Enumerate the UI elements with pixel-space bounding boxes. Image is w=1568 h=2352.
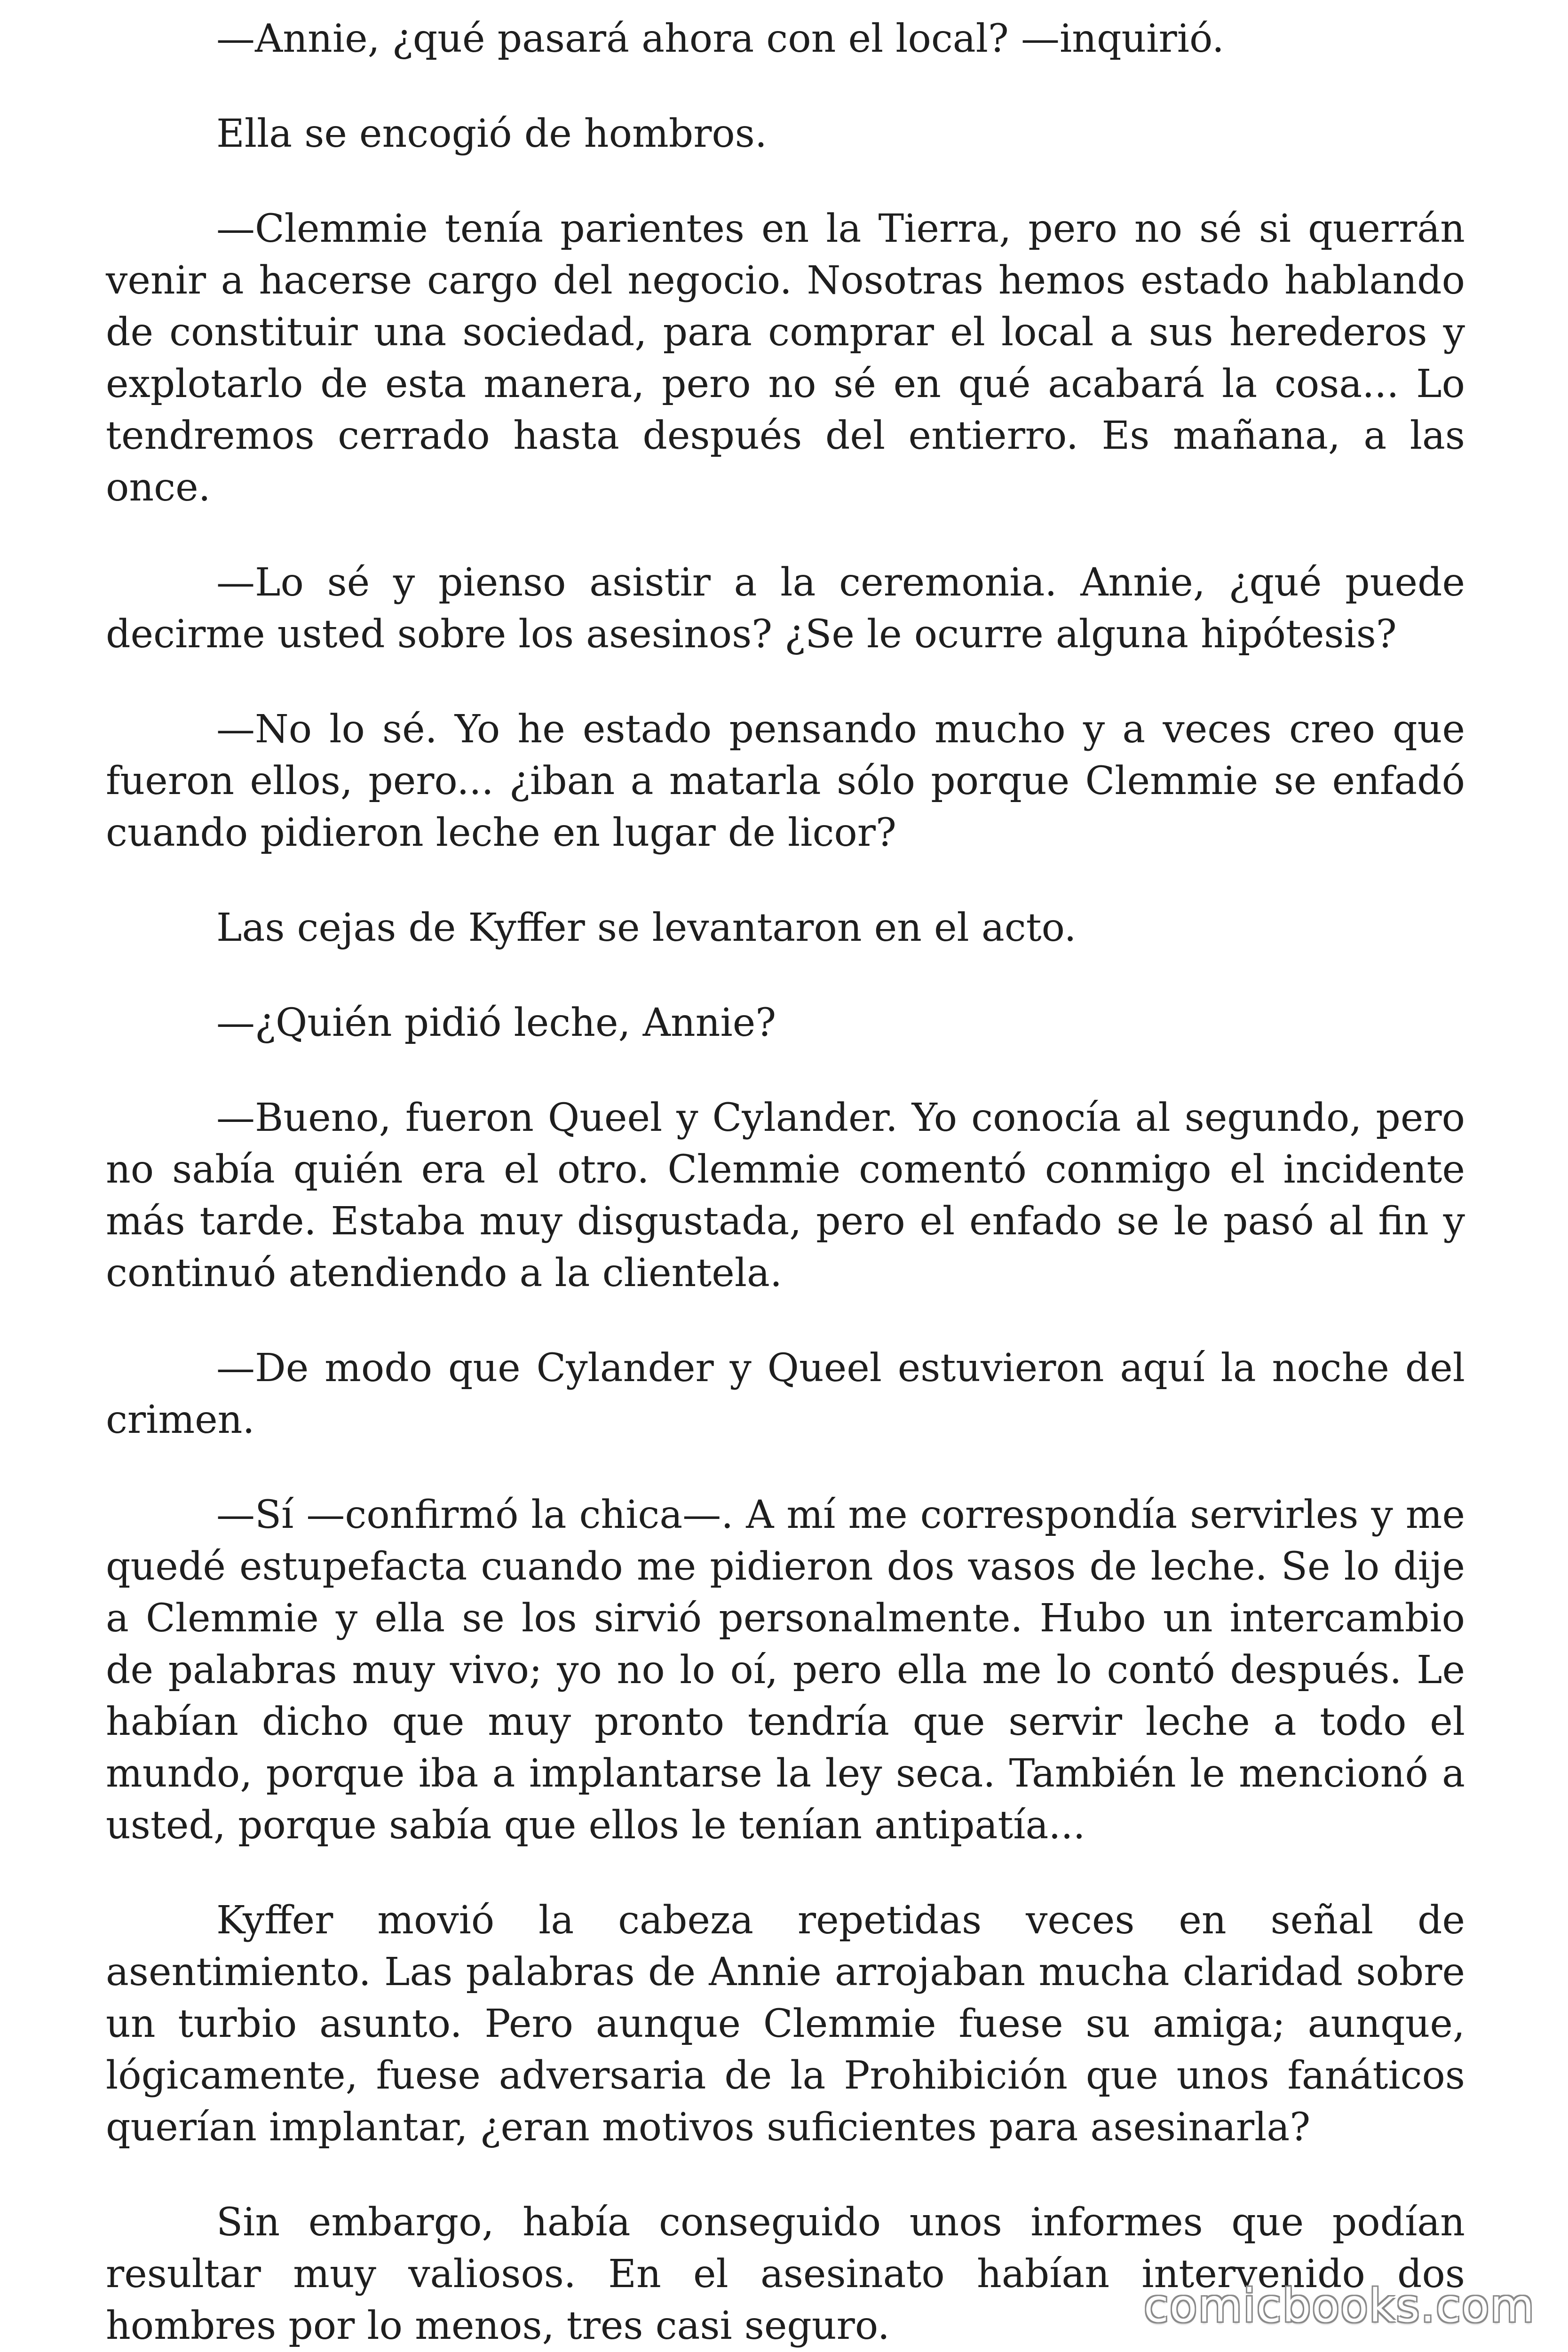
watermark: comicbooks.com	[1143, 2280, 1535, 2332]
paragraph-10: —Sí —confirmó la chica—. A mí me correspondía servirles y me quedé estupefacta cuando me pidieron dos vasos de leche. Se lo dije a Clemmie y ella se los sirvió personalmente. Hubo un intercambio de palabras muy vivo; yo no lo oí, pero ella me lo contó después. Le habían dicho que muy pronto tendría que servir leche a todo el mundo, porque iba a implantarse la ley seca. También le mencionó a usted, porque sabía que ellos le tenían antipatía...	[106, 1493, 1465, 1848]
paragraph-1: —Annie, ¿qué pasará ahora con el local? —inquirió.	[216, 16, 1224, 61]
paragraph-3: —Clemmie tenía parientes en la Tierra, pero no sé si querrán venir a hacerse cargo del negocio. Nosotras hemos estado hablando de constituir una sociedad, para comprar el local a sus herederos y explotarlo de esta manera, pero no sé en qué acabará la cosa... Lo tendremos cerrado hasta después del entierro. Es mañana, a las once.	[106, 207, 1465, 510]
paragraph-6: Las cejas de Kyffer se levantaron en el acto.	[216, 906, 1077, 950]
paragraph-11: Kyffer movió la cabeza repetidas veces en señal de asentimiento. Las palabras de Annie arrojaban mucha claridad sobre un turbio asunto. Pero aunque Clemmie fuese su amiga; aunque, lógicamente, fuese adversaria de la Prohibición que unos fanáticos querían implantar, ¿eran motivos suficientes para asesinarla?	[106, 1898, 1465, 2150]
paragraph-12: Sin embargo, había conseguido unos informes que podían resultar muy valiosos. En el asesinato habían intervenido dos hombres por lo menos, tres casi seguro.	[106, 2200, 1465, 2348]
paragraph-8: —Bueno, fueron Queel y Cylander. Yo conocía al segundo, pero no sabía quién era el otro. Clemmie comentó conmigo el incidente más tarde. Estaba muy disgustada, pero el enfado se le pasó al fin y continuó atendiendo a la clientela.	[106, 1096, 1465, 1295]
paragraph-5: —No lo sé. Yo he estado pensando mucho y a veces creo que fueron ellos, pero... ¿iban a matarla sólo porque Clemmie se enfadó cuando pidieron leche en lugar de licor?	[106, 707, 1465, 855]
paragraph-2: Ella se encogió de hombros.	[216, 111, 767, 156]
paragraph-9: —De modo que Cylander y Queel estuvieron aquí la noche del crimen.	[106, 1346, 1465, 1442]
paragraph-7: —¿Quién pidió leche, Annie?	[216, 1001, 776, 1045]
paragraph-4: —Lo sé y pienso asistir a la ceremonia. Annie, ¿qué puede decirme usted sobre los asesinos? ¿Se le ocurre alguna hipótesis?	[106, 560, 1465, 657]
page-text	[106, 13, 1465, 2352]
